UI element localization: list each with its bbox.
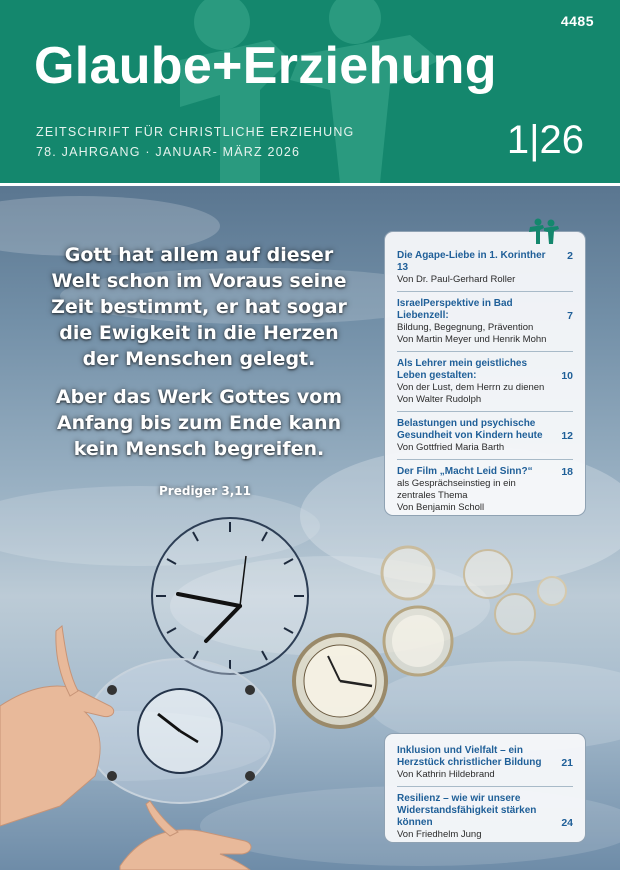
toc-entry[interactable] [397, 414, 573, 460]
toc-entry-title: Der Film „Macht Leid Sinn?“ [397, 466, 533, 477]
toc-entry-author: Von Dr. Paul-Gerhard Roller [397, 274, 516, 285]
toc-entry-author: Von Benjamin Scholl [397, 502, 485, 513]
toc-entry-title: Resilienz – wie wir unsere Widerstandsfähigkeit stärken können [397, 793, 537, 828]
toc-entry-page: 2 [567, 250, 573, 262]
toc-entry-title: Als Lehrer mein geistliches Leben gestalten: [397, 358, 528, 381]
toc-entry-title: Inklusion und Vielfalt – ein Herzstück christlicher Bildung [397, 745, 542, 768]
toc-entry-page: 24 [561, 817, 573, 829]
quote-paragraph-2: Aber das Werk Gottes vom Anfang bis zum Ende kann kein Mensch begreifen. [55, 386, 343, 460]
issue-number: 1|26 [506, 118, 584, 162]
magazine-subtitle: ZEITSCHRIFT FÜR CHRISTLICHE ERZIEHUNG [36, 125, 355, 139]
toc-entry[interactable] [397, 246, 573, 292]
table-of-contents-bottom [384, 733, 586, 843]
masthead [0, 0, 620, 183]
magazine-title: Glaube+Erziehung [34, 37, 497, 95]
toc-entry-title: IsraelPerspektive in Bad Liebenzell: [397, 298, 513, 321]
toc-entry-page: 12 [561, 430, 573, 442]
issue-code: 4485 [560, 13, 594, 29]
toc-entry-page: 7 [567, 310, 573, 322]
quote-reference: Prediger 3,11 [159, 484, 251, 498]
toc-entry-author: Von Gottfried Maria Barth [397, 442, 505, 453]
volume-date: 78. JAHRGANG · JANUAR- MÄRZ 2026 [36, 145, 301, 159]
toc-entry-subtitle: Von der Lust, dem Herrn zu dienen [397, 382, 545, 393]
toc-entry[interactable] [397, 294, 573, 352]
toc-entry-author: Von Martin Meyer und Henrik Mohn [397, 334, 547, 345]
toc-entry-page: 21 [561, 757, 573, 769]
toc-entry-author: Von Friedhelm Jung [397, 829, 482, 840]
clock-icon [152, 518, 308, 674]
toc-entry-subtitle: Bildung, Begegnung, Prävention [397, 322, 534, 333]
toc-entry-author: Von Walter Rudolph [397, 394, 482, 405]
toc-entry-title: Belastungen und psychische Gesundheit von Kindern heute [397, 418, 543, 441]
toc-entry-subtitle: als Gesprächseinstieg in ein zentrales Thema [397, 478, 516, 501]
toc-figures-icon [529, 218, 559, 244]
quote-paragraph-1: Gott hat allem auf dieser Welt schon im Voraus seine Zeit bestimmt, er hat sogar die Ewigkeit in die Herzen der Menschen gelegt. [51, 244, 347, 370]
toc-entry-page: 10 [561, 370, 573, 382]
toc-entry-author: Von Kathrin Hildebrand [397, 769, 495, 780]
toc-entry[interactable] [397, 462, 573, 519]
toc-entry[interactable] [397, 741, 573, 787]
table-of-contents-top [384, 231, 586, 516]
bible-quote [40, 242, 358, 474]
toc-entry[interactable] [397, 354, 573, 412]
toc-entry-page: 18 [561, 466, 573, 478]
toc-entry[interactable] [397, 789, 573, 846]
header-divider [0, 183, 620, 186]
toc-entry-title: Die Agape-Liebe in 1. Korinther 13 [397, 250, 546, 273]
